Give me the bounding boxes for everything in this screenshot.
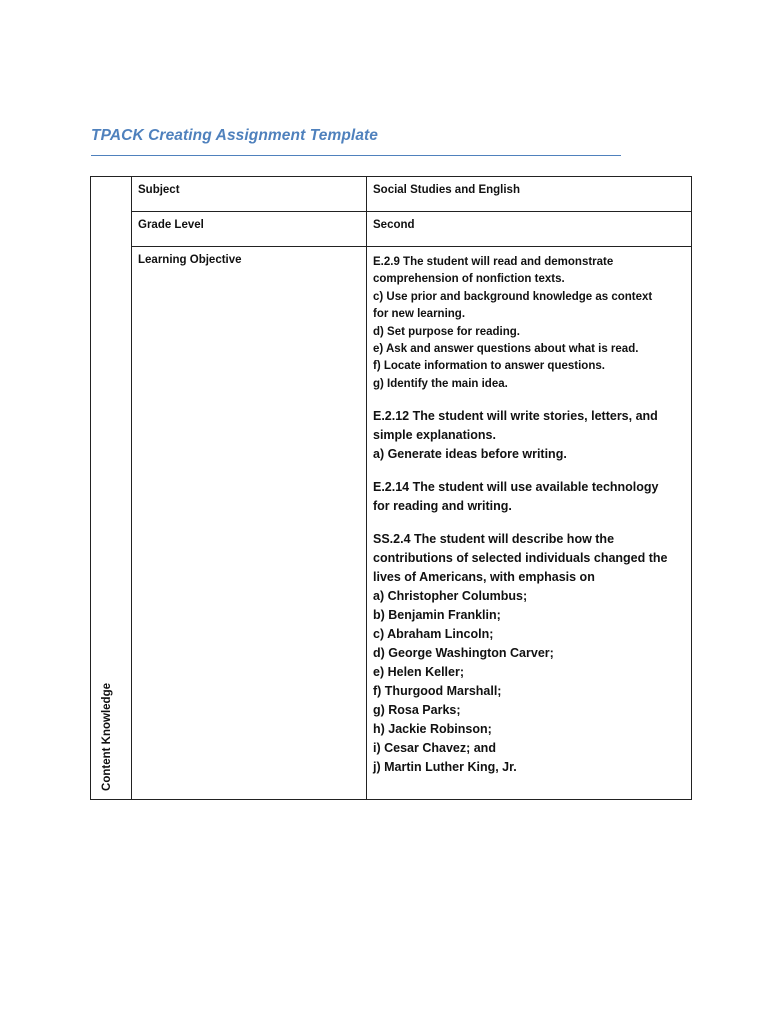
table-row-grade-level <box>132 212 691 247</box>
objective-line: E.2.9 The student will read and demonstrate <box>373 256 614 268</box>
objective-line: contributions of selected individuals changed the <box>373 551 668 566</box>
objective-line: f) Locate information to answer questions. <box>373 360 605 373</box>
learning-objective-value <box>367 247 691 799</box>
objective-line: E.2.12 The student will write stories, letters, and <box>373 409 658 424</box>
document-title: TPACK Creating Assignment Template <box>91 127 379 144</box>
objective-line: j) Martin Luther King, Jr. <box>373 760 517 775</box>
objective-line: comprehension of nonfiction texts. <box>373 273 565 286</box>
template-table <box>90 176 692 800</box>
objective-ss2-4 <box>373 530 683 777</box>
objective-e2-12 <box>373 407 683 464</box>
objective-line: a) Generate ideas before writing. <box>373 447 567 462</box>
objective-line: E.2.14 The student will use available technology <box>373 480 659 495</box>
objective-line: d) Set purpose for reading. <box>373 325 520 338</box>
grade-level-value: Second <box>373 219 415 231</box>
objective-line: c) Use prior and background knowledge as context <box>373 290 653 303</box>
objective-line: a) Christopher Columbus; <box>373 589 528 604</box>
section-label-content-knowledge: Content Knowledge <box>101 683 113 791</box>
objective-line: e) Helen Keller; <box>373 665 465 680</box>
objective-line: lives of Americans, with emphasis on <box>373 570 595 585</box>
grade-level-label: Grade Level <box>132 212 367 246</box>
objective-line: for reading and writing. <box>373 499 512 514</box>
table-row-subject <box>132 177 691 212</box>
title-underline <box>91 155 621 156</box>
objective-line: e) Ask and answer questions about what is read. <box>373 343 639 356</box>
subject-value: Social Studies and English <box>373 184 520 196</box>
objective-line: for new learning. <box>373 308 466 321</box>
objective-line: d) George Washington Carver; <box>373 646 554 661</box>
objective-line: h) Jackie Robinson; <box>373 722 492 737</box>
section-column <box>91 177 132 799</box>
table-row-learning-objective <box>132 247 691 799</box>
objective-line: b) Benjamin Franklin; <box>373 608 501 623</box>
objective-line: i) Cesar Chavez; and <box>373 741 496 756</box>
subject-label: Subject <box>132 177 367 211</box>
objective-e2-9 <box>373 254 683 393</box>
learning-objective-label: Learning Objective <box>132 247 367 799</box>
objective-line: c) Abraham Lincoln; <box>373 627 494 642</box>
objective-line: f) Thurgood Marshall; <box>373 684 502 699</box>
objective-line: SS.2.4 The student will describe how the <box>373 532 615 547</box>
objective-line: g) Identify the main idea. <box>373 377 508 390</box>
objective-e2-14 <box>373 478 683 516</box>
objective-line: simple explanations. <box>373 428 496 443</box>
objective-line: g) Rosa Parks; <box>373 703 461 718</box>
